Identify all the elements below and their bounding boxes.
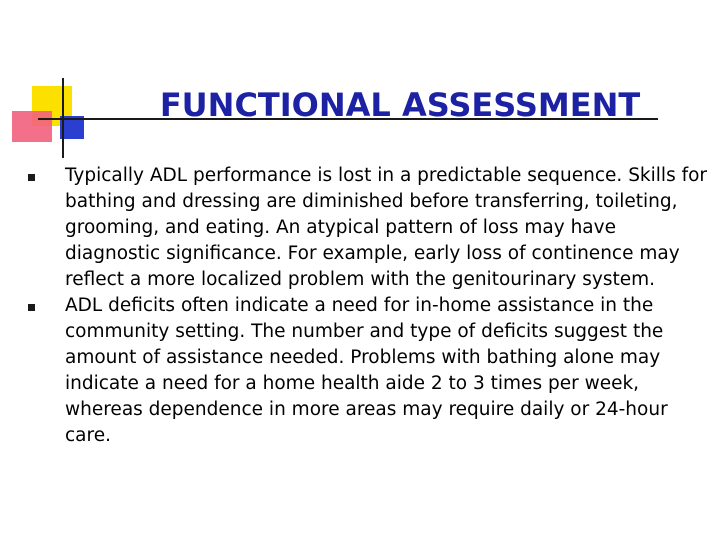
logo-red-square (12, 111, 52, 142)
bullet-text: Typically ADL performance is lost in a predictable sequence. Skills for bathing and dressing are diminished before transferring, toileting, grooming, and eating. An atypical pattern of loss may have diagnostic significance. For example, early loss of continence may reflect a more localized problem with the genitourinary system. (65, 165, 708, 290)
square-bullet-icon (28, 174, 35, 181)
bullet-text: ADL deficits often indicate a need for in-home assistance in the community setting. The number and type of deficits suggest the amount of assistance needed. Problems with bathing alone may indicate a need for a home health aide 2 to 3 times per week, whereas dependence in more areas may require daily or 24-hour care. (65, 295, 668, 446)
bullet-item (28, 293, 708, 449)
bullet-list (28, 163, 708, 449)
slide-title: FUNCTIONAL ASSESSMENT (159, 86, 641, 124)
square-bullet-icon (28, 304, 35, 311)
bullet-item (28, 163, 708, 293)
